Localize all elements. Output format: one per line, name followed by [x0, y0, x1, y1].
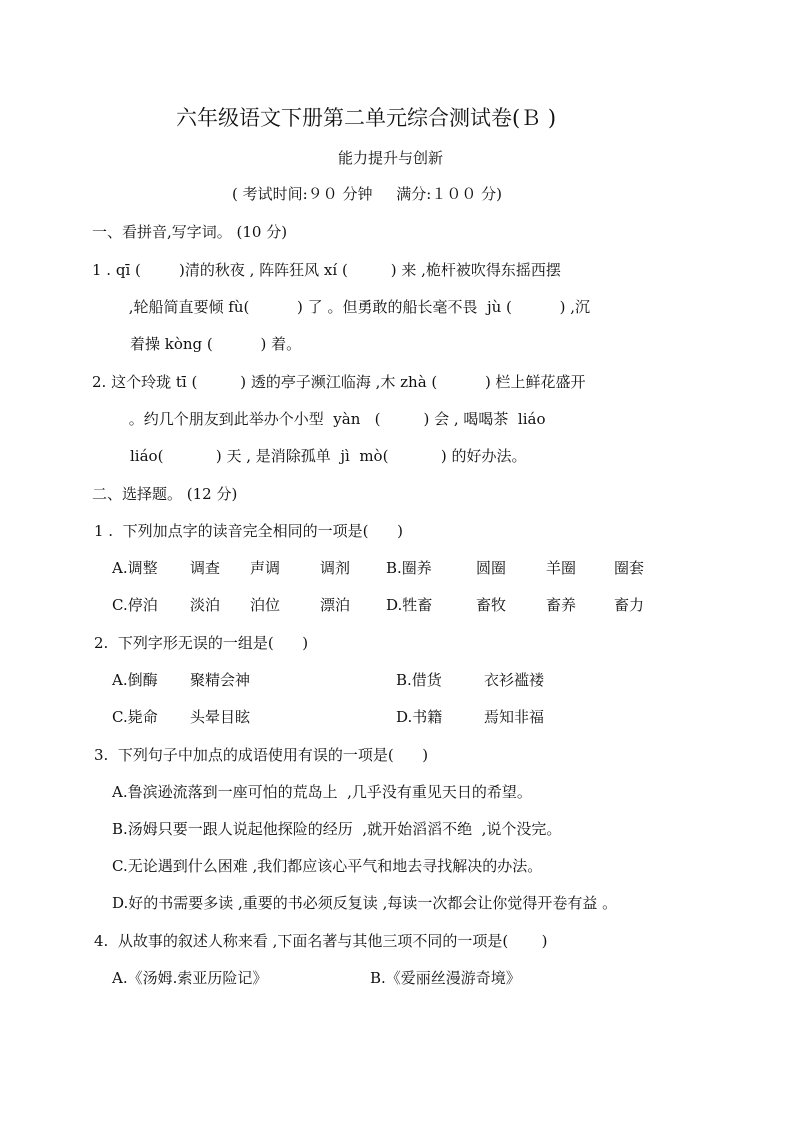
mc3-stem: 3. 下列句子中加点的成语使用有误的一项是( )	[94, 746, 429, 764]
mc1-r2-c3: 泊位	[250, 596, 281, 614]
q2-line2: 。约几个朋友到此举办个小型 yàn ( ) 会 , 喝喝茶 liáo	[124, 410, 546, 428]
q1-line1: 1 . qī ( )清的秋夜 , 阵阵狂风 xí ( ) 来 ,桅杆被吹得东摇西摆	[92, 261, 561, 279]
section1-heading: 一、看拼音,写字词。 (10 分)	[92, 223, 288, 241]
mc1-r2-c4: 漂泊	[320, 596, 351, 614]
exam-info: ( 考试时间:９０ 分钟 满分:１００ 分)	[232, 185, 502, 203]
mc3-option-c: C.无论遇到什么困难 ,我们都应该心平气和地去寻找解决的办法。	[112, 857, 543, 875]
mc1-r1-c8: 圈套	[614, 559, 645, 577]
section2-heading: 二、选择题。 (12 分)	[92, 485, 238, 503]
mc2-r1-c3: B.借货	[396, 671, 442, 689]
mc1-r1-c1: A.调整	[112, 559, 158, 577]
mc1-r1-c2: 调查	[190, 559, 221, 577]
mc2-r2-c3: D.书籍	[396, 708, 443, 726]
mc3-option-b: B.汤姆只要一跟人说起他探险的经历 ,就开始滔滔不绝 ,说个没完。	[112, 820, 562, 838]
mc2-r2-c2: 头晕目眩	[190, 708, 251, 726]
mc3-option-d: D.好的书需要多读 ,重要的书必须反复读 ,每读一次都会让你觉得开卷有益 。	[112, 894, 618, 912]
mc1-r2-c1: C.停泊	[112, 596, 158, 614]
mc1-stem: 1 . 下列加点字的读音完全相同的一项是( )	[94, 522, 403, 540]
mc2-r1-c1: A.倒酶	[112, 671, 158, 689]
mc1-r2-c6: 畜牧	[476, 596, 507, 614]
mc1-r2-c8: 畜力	[614, 596, 645, 614]
mc1-r1-c7: 羊圈	[546, 559, 577, 577]
mc3-option-a: A.鲁滨逊流落到一座可怕的荒岛上 ,几乎没有重见天日的希望。	[112, 783, 532, 801]
mc1-r1-c3: 声调	[250, 559, 281, 577]
mc1-r2-c2: 淡泊	[190, 596, 221, 614]
mc1-r1-c5: B.圈养	[386, 559, 432, 577]
mc2-r2-c4: 焉知非福	[484, 708, 545, 726]
mc2-r1-c4: 衣衫褴褛	[484, 671, 545, 689]
mc2-r1-c2: 聚精会神	[190, 671, 251, 689]
q2-line1: 2. 这个玲珑 tī ( ) 透的亭子濒江临海 ,木 zhà ( ) 栏上鲜花盛开	[92, 373, 586, 391]
mc4-stem: 4. 从故事的叙述人称来看 ,下面名著与其他三项不同的一项是( )	[94, 932, 548, 950]
page-subtitle: 能力提升与创新	[338, 149, 444, 167]
mc2-stem: 2. 下列字形无误的一组是( )	[94, 634, 309, 652]
mc2-r2-c1: C.毙命	[112, 708, 158, 726]
mc1-r2-c7: 畜养	[546, 596, 577, 614]
mc1-r2-c5: D.牲畜	[386, 596, 433, 614]
mc1-r1-c6: 圆圈	[476, 559, 507, 577]
mc4-option-a: A.《汤姆.索亚历险记》	[112, 969, 268, 987]
q1-line3: 着操 kòng ( ) 着。	[130, 335, 302, 353]
q1-line2: ,轮船简直要倾 fù( ) 了 。但勇敢的船长毫不畏 jù ( ) ,沉	[124, 298, 590, 316]
mc1-r1-c4: 调剂	[320, 559, 351, 577]
q2-line3: liáo( ) 天 , 是消除孤单 jì mò( ) 的好办法。	[130, 447, 527, 465]
page-title: 六年级语文下册第二单元综合测试卷(Ｂ )	[176, 106, 557, 130]
mc4-option-b: B.《爱丽丝漫游奇境》	[370, 969, 521, 987]
